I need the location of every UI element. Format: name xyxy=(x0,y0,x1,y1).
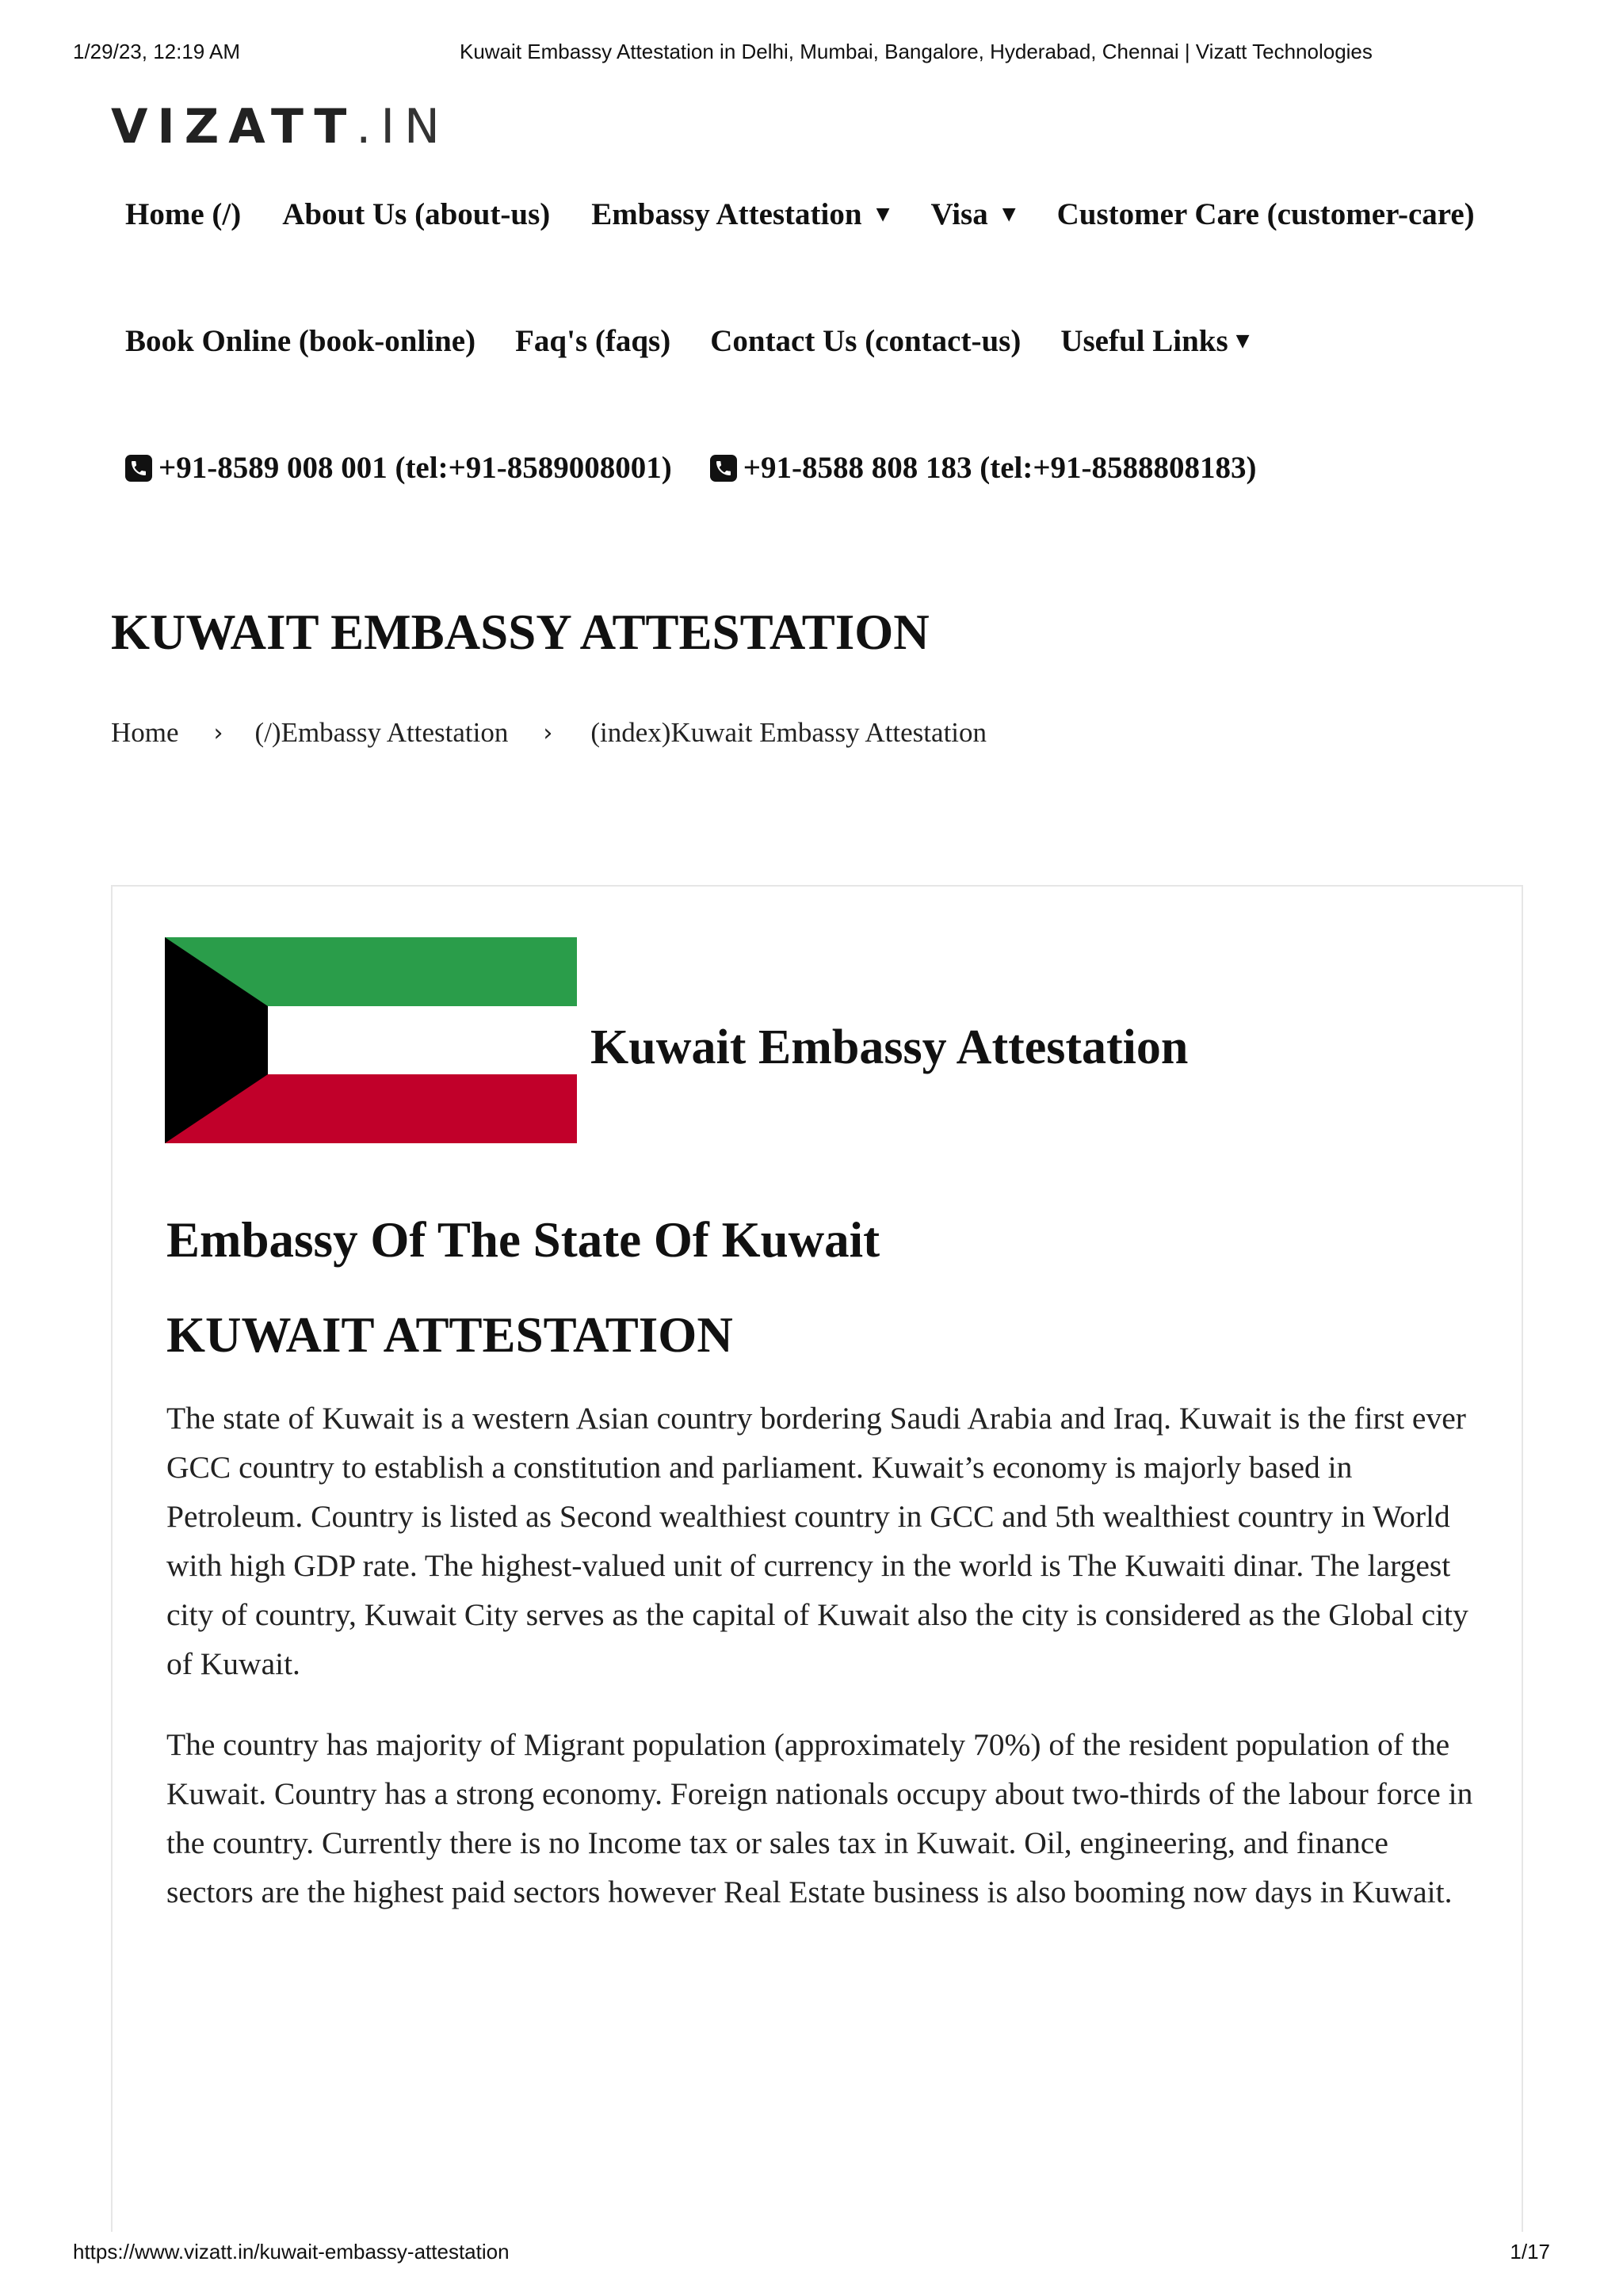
breadcrumb-home[interactable]: Home xyxy=(111,717,179,748)
chevron-right-icon: › xyxy=(213,719,223,747)
intro-paragraph: The state of Kuwait is a western Asian country bordering Saudi Arabia and Iraq. Kuwait is the first ever GCC country to establish a constitution and parliament. Kuwait’s economy is majorly based in Petroleum. Country is listed as Second wealthiest country in GCC and 5th wealthiest country in World with high GDP rate. The highest-valued unit of currency in the world is The Kuwaiti dinar. The largest city of country, Kuwait City serves as the capital of Kuwait also the city is considered as the Global city of Kuwait. xyxy=(166,1401,1468,1681)
phone-number-2: +91-8588 808 183 (tel:+91-8588808183) xyxy=(743,451,1257,485)
phone-nav-row xyxy=(125,450,1257,486)
caret-down-icon: ▼ xyxy=(876,204,890,224)
phone-icon xyxy=(710,455,737,482)
content-card xyxy=(111,885,1523,2232)
section-title: Embassy Of The State Of Kuwait xyxy=(166,1212,880,1268)
nav-book-online[interactable]: Book Online (book-online) xyxy=(125,324,476,358)
chevron-right-icon: › xyxy=(543,719,553,747)
phone-link-1[interactable] xyxy=(125,450,672,486)
print-title: Kuwait Embassy Attestation in Delhi, Mumbai, Bangalore, Hyderabad, Chennai | Vizatt Technologies xyxy=(460,40,1373,63)
page-title: KUWAIT EMBASSY ATTESTATION xyxy=(111,605,930,660)
nav-about[interactable]: About Us (about-us) xyxy=(282,197,551,231)
nav-embassy-label: Embassy Attestation xyxy=(591,197,862,231)
print-page-number: 1/17 xyxy=(1510,2240,1550,2264)
breadcrumb xyxy=(111,717,987,749)
economy-paragraph: The country has majority of Migrant population (approximately 70%) of the resident population of the Kuwait. Country has a strong economy. Foreign nationals occupy about two-thirds of the labour force in the country. Currently there is no Income tax or sales tax in Kuwait. Oil, engineering, and finance sectors are the highest paid sectors however Real Estate business is also booming now days in Kuwait. xyxy=(166,1727,1473,1909)
phone-number-1: +91-8589 008 001 (tel:+91-8589008001) xyxy=(158,451,672,485)
phone-link-2[interactable] xyxy=(710,450,1257,486)
nav-useful-links[interactable] xyxy=(1060,323,1249,359)
nav-embassy-attestation[interactable] xyxy=(591,196,889,232)
caret-down-icon: ▼ xyxy=(1235,331,1250,351)
print-url: https://www.vizatt.in/kuwait-embassy-attestation xyxy=(73,2240,510,2264)
logo-main: VIZATT xyxy=(111,99,357,154)
nav-contact[interactable]: Contact Us (contact-us) xyxy=(710,324,1022,358)
phone-icon xyxy=(125,455,152,482)
main-nav-row-2 xyxy=(125,323,1250,359)
print-header xyxy=(73,40,1550,71)
nav-faqs[interactable]: Faq's (faqs) xyxy=(515,324,671,358)
nav-useful-links-label: Useful Links xyxy=(1060,324,1228,358)
logo-suffix: .IN xyxy=(356,99,449,154)
nav-home[interactable]: Home (/) xyxy=(125,197,242,231)
kuwait-flag-image xyxy=(165,937,577,1143)
nav-visa[interactable] xyxy=(930,196,1015,232)
card-heading: Kuwait Embassy Attestation xyxy=(590,1020,1189,1074)
nav-customer-care[interactable]: Customer Care (customer-care) xyxy=(1056,197,1475,231)
breadcrumb-current: (index)Kuwait Embassy Attestation xyxy=(590,717,987,748)
section-subtitle: KUWAIT ATTESTATION xyxy=(166,1307,733,1363)
site-logo[interactable] xyxy=(111,99,449,154)
print-date: 1/29/23, 12:19 AM xyxy=(73,40,241,63)
nav-visa-label: Visa xyxy=(930,197,988,231)
caret-down-icon: ▼ xyxy=(1002,204,1016,224)
print-footer xyxy=(73,2240,1550,2271)
breadcrumb-embassy-attestation[interactable]: (/)Embassy Attestation xyxy=(254,717,509,748)
main-nav-row-1 xyxy=(125,196,1475,232)
